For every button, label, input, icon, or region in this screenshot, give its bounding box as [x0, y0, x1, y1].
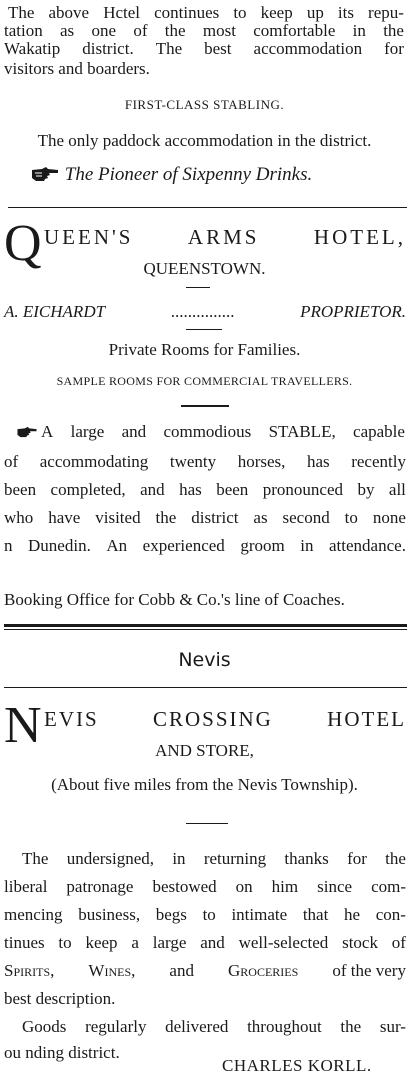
word: attendance. [329, 536, 406, 555]
word: repu- [368, 3, 404, 22]
pioneer-text: The Pioneer of Sixpenny Drinks. [64, 164, 313, 185]
thick-rule [4, 624, 407, 627]
word: none [372, 508, 406, 527]
signature: CHARLES KORLL. [222, 1056, 372, 1075]
stable-line-4 [4, 508, 406, 528]
word: in [300, 536, 314, 555]
word: EVIS [44, 707, 99, 731]
paddock-line: The only paddock accommodation in the district. [37, 131, 372, 150]
word: recently [351, 452, 406, 471]
spirits-word: Spirits, [4, 961, 55, 980]
word: for [347, 849, 367, 868]
short-rule [181, 405, 229, 407]
word: CROSSING [152, 707, 273, 731]
word: and [200, 933, 225, 952]
word: in [352, 21, 366, 40]
word: n [4, 536, 13, 555]
word: that [302, 905, 329, 924]
word: thanks [284, 849, 329, 868]
word: pronounced [262, 480, 343, 499]
word: one [91, 21, 117, 40]
divider-rule [8, 207, 407, 208]
word: been [4, 480, 37, 499]
pioneer-line [30, 164, 312, 186]
short-rule [186, 329, 222, 330]
word: large [70, 422, 105, 441]
word: tinues [4, 933, 45, 952]
word: large [152, 933, 187, 952]
word: has [306, 452, 330, 471]
word: tation [4, 21, 43, 40]
word: in [172, 849, 186, 868]
proprietor-label: PROPRIETOR. [300, 302, 406, 321]
word: most [202, 21, 236, 40]
word: capable [353, 422, 405, 441]
word: begs [155, 905, 187, 924]
and-word: and [169, 961, 194, 980]
goods-rest: of the very [332, 961, 406, 980]
intro-line-1 [8, 3, 404, 23]
word: second [282, 508, 330, 527]
thin-rule [4, 629, 407, 630]
nevis-body-line-4 [4, 933, 406, 953]
stabling-heading: FIRST-CLASS STABLING. [124, 97, 285, 112]
word: Hctel [103, 3, 141, 22]
word: A [41, 422, 54, 441]
word: as [253, 508, 268, 527]
and-store: AND STORE, [155, 741, 254, 760]
word: best [204, 39, 232, 58]
word: returning [203, 849, 267, 868]
booking-office: Booking Office for Cobb & Co.'s line of Coaches. [4, 590, 345, 609]
nevis-heading: Nevis [178, 649, 231, 671]
word: he [343, 905, 361, 924]
word: HOTEL [327, 707, 406, 731]
word: who [4, 508, 34, 527]
word: up [306, 3, 324, 22]
word: groom [240, 536, 285, 555]
stable-line-3 [4, 480, 406, 500]
word: by [357, 480, 375, 499]
word: district [191, 508, 239, 527]
intro-line-2 [4, 21, 404, 41]
word: ARMS [187, 225, 260, 249]
word: delivered [165, 1017, 229, 1036]
best-description: best description. [4, 989, 116, 1008]
word: and [121, 422, 147, 441]
word: the [164, 21, 186, 40]
word: accommodation [253, 39, 363, 58]
stable-line-5 [4, 536, 406, 556]
word: accommodating [39, 452, 149, 471]
word: commodious [163, 422, 252, 441]
word: visited [95, 508, 141, 527]
word: the [385, 849, 406, 868]
word: all [388, 480, 406, 499]
word: stock [342, 933, 378, 952]
nevis-body-line-2 [4, 877, 406, 897]
word: of [4, 452, 19, 471]
private-rooms: Private Rooms for Families. [108, 340, 301, 359]
word: throughout [247, 1017, 322, 1036]
word: the [340, 1017, 362, 1036]
word: mencing [4, 905, 63, 924]
word: a [131, 933, 139, 952]
word: patronage [66, 877, 134, 896]
word: con- [375, 905, 406, 924]
word: The [8, 3, 35, 22]
stable-line-2 [4, 452, 406, 472]
word: above [48, 3, 90, 22]
queens-dropcap: Q [4, 215, 42, 272]
word: the [155, 508, 177, 527]
word: well-selected [238, 933, 329, 952]
word: STABLE, [268, 422, 336, 441]
word: liberal [4, 877, 48, 896]
word: bestowed [152, 877, 217, 896]
nevis-title [44, 707, 406, 732]
word: on [235, 877, 253, 896]
queens-title [44, 225, 406, 250]
stable-line-1 [16, 422, 405, 442]
word: and [140, 480, 165, 499]
delivery-line-2: ou nding district. [4, 1043, 120, 1062]
word: as [60, 21, 75, 40]
intro-line-4: visitors and boarders. [4, 59, 150, 78]
word: keep [85, 933, 118, 952]
word: The [22, 849, 49, 868]
word: continues [154, 3, 220, 22]
leader-dots: ............... [170, 302, 235, 321]
sample-rooms: SAMPLE ROOMS FOR COMMERCIAL TRAVELLERS. [56, 374, 353, 388]
short-rule [186, 823, 228, 824]
word: Dunedin. [28, 536, 91, 555]
word: horses, [237, 452, 286, 471]
word: the [383, 21, 404, 40]
word: The [155, 39, 183, 58]
word: since [317, 877, 353, 896]
pointing-hand-icon [30, 166, 60, 182]
divider-rule [4, 687, 407, 688]
queens-town: QUEENSTOWN. [143, 259, 266, 278]
word: for [384, 39, 404, 58]
word: sur- [379, 1017, 406, 1036]
delivery-line-1 [22, 1017, 406, 1037]
word: to [233, 3, 247, 22]
word: completed, [50, 480, 126, 499]
word: business, [78, 905, 141, 924]
word: to [58, 933, 72, 952]
nevis-goods-line [4, 961, 406, 981]
word: com- [371, 877, 406, 896]
word: been [216, 480, 249, 499]
word: UEEN'S [44, 225, 134, 249]
word: An [106, 536, 128, 555]
word: HOTEL, [313, 225, 406, 249]
word: intimate [231, 905, 288, 924]
short-rule [186, 287, 210, 288]
word: undersigned, [66, 849, 155, 868]
word: its [337, 3, 354, 22]
proprietor-name: A. EICHARDT [4, 302, 106, 321]
word: has [179, 480, 202, 499]
word: of [133, 21, 148, 40]
word: to [202, 905, 216, 924]
word: district. [82, 39, 134, 58]
word: to [344, 508, 358, 527]
nevis-dropcap: N [4, 697, 42, 754]
word: twenty [169, 452, 217, 471]
wines-word: Wines, [88, 961, 136, 980]
intro-line-3 [4, 39, 404, 59]
pointing-hand-icon [16, 426, 38, 438]
groceries-word: Groceries [228, 961, 299, 980]
distance-note: (About five miles from the Nevis Township). [51, 775, 358, 794]
word: Goods [22, 1017, 67, 1036]
word: comfortable [253, 21, 336, 40]
word: of [391, 933, 406, 952]
word: him [271, 877, 299, 896]
word: keep [260, 3, 293, 22]
word: Wakatip [4, 39, 61, 58]
word: experienced [142, 536, 225, 555]
word: regularly [85, 1017, 147, 1036]
proprietor-line [4, 302, 406, 322]
nevis-body-line-1 [22, 849, 406, 869]
word: have [48, 508, 81, 527]
nevis-body-line-3 [4, 905, 406, 925]
stable-line-1-text [41, 422, 405, 442]
